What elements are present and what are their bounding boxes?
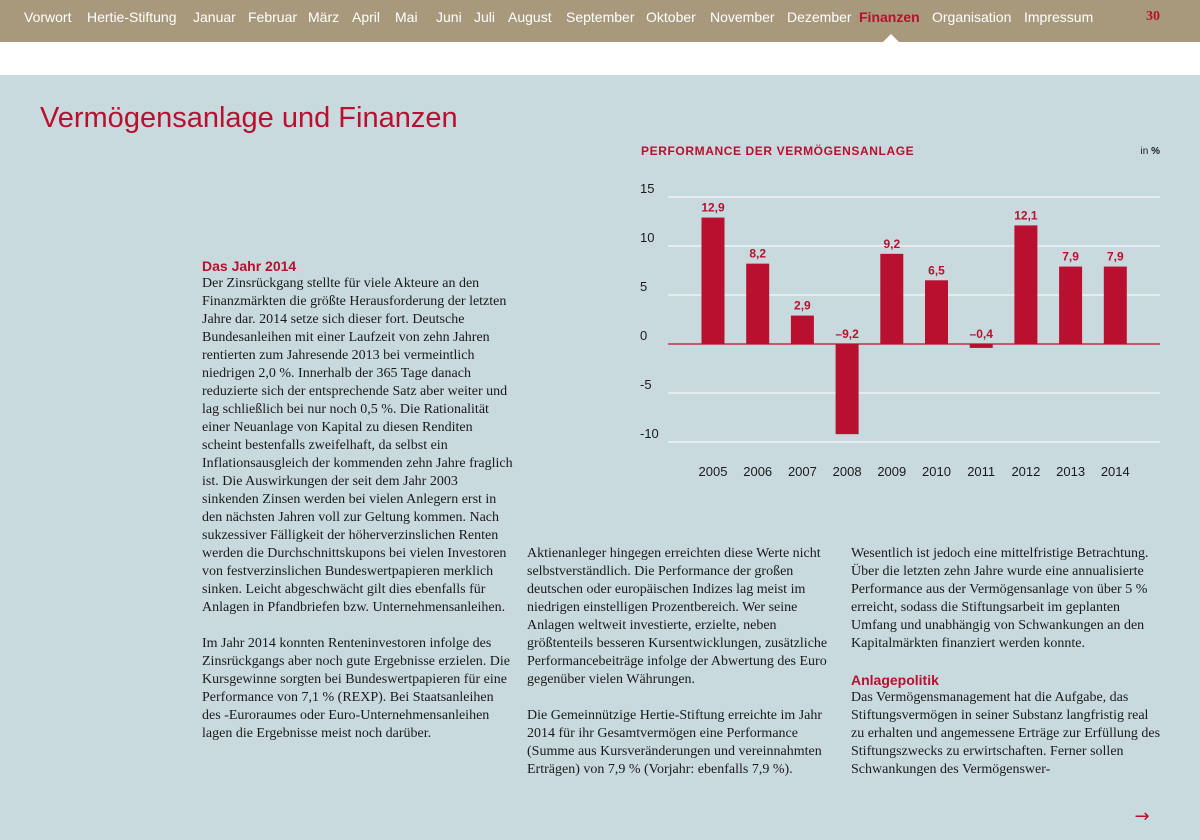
y-tick-label: 15 xyxy=(640,181,655,196)
col2-paragraph-2: Die Gemeinnützige Hertie-Stiftung erreichte im Jahr 2014 für ihr Gesamtvermögen eine Performance (Summe aus Kursveränderungen und vereinnahmten Erträgen) von 7,9 % (Vorjahr: ebenfalls 7,9 %). xyxy=(527,708,823,777)
x-tick-label: 2008 xyxy=(832,464,862,479)
nav-item-oktober[interactable]: Oktober xyxy=(646,9,696,25)
text-column-2 xyxy=(527,545,839,779)
bar-value-label: –0,4 xyxy=(969,327,993,341)
bar xyxy=(880,254,903,344)
nav-item-vorwort[interactable]: Vorwort xyxy=(24,9,72,25)
x-tick-label: 2006 xyxy=(743,464,773,479)
nav-item-februar[interactable]: Februar xyxy=(248,9,298,25)
section-heading-anlagepolitik: Anlagepolitik xyxy=(851,672,939,688)
top-navigation xyxy=(0,0,1200,42)
bar-value-label: 12,1 xyxy=(1014,208,1038,223)
section-heading-jahr-2014: Das Jahr 2014 xyxy=(202,258,297,274)
arrow-right-icon[interactable]: → xyxy=(1134,806,1150,827)
col3-paragraph-1: Wesentlich ist jedoch eine mittelfristige Betrachtung. Über die letzten zehn Jahre wurde eine annualisierte Performance aus der Vermögensanlage von über 5 % erreicht, sodass die Stiftungsarbeit im geplanten Umfang und unabhängig von Schwankungen an den Kapitalmärkten finanziert werden konnte. xyxy=(851,546,1149,651)
nav-item-finanzen[interactable]: Finanzen xyxy=(859,9,920,25)
nav-item-organisation[interactable]: Organisation xyxy=(932,9,1012,25)
nav-item-mai[interactable]: Mai xyxy=(395,9,418,25)
col2-paragraph-1: Aktienanleger hingegen erreichten diese Werte nicht selbstverständlich. Die Performance der großen deutschen oder europäischen Indizes lag meist im niedrigen einstelligen Prozentbereich. Wer seine Anlagen weltweit investierte, erzielte, neben größtenteils besseren Kursentwicklungen, zusätzliche Performancebeiträge infolge der Abwertung des Euro gegenüber vielen Währungen. xyxy=(527,546,828,687)
y-tick-label: -5 xyxy=(640,377,652,392)
bar xyxy=(836,344,859,434)
paragraph-spacer xyxy=(851,653,1163,671)
bar-value-label: 7,9 xyxy=(1062,249,1079,264)
nav-items xyxy=(0,0,1120,42)
bar xyxy=(791,316,814,344)
nav-item-juni[interactable]: Juni xyxy=(436,9,462,25)
nav-item-hertie-stiftung[interactable]: Hertie-Stiftung xyxy=(87,9,177,25)
bar xyxy=(925,280,948,344)
bar xyxy=(1014,225,1037,344)
col1-paragraph-2: Im Jahr 2014 konnten Renteninvestoren infolge des Zinsrückgangs aber noch gute Ergebnisse erzielen. Die Kursgewinne sorgten bei Bundeswertpapieren für eine Performance von 7,1 % (REXP). Bei Staatsanleihen des -Euroraumes oder Euro-Unternehmensanleihen lagen die Ergebnisse meist noch darüber. xyxy=(202,636,511,741)
page-title: Vermögensanlage und Finanzen xyxy=(40,102,458,134)
nav-item-juli[interactable]: Juli xyxy=(474,9,496,25)
chart-title: PERFORMANCE DER VERMÖGENSANLAGE xyxy=(641,144,915,158)
bar xyxy=(746,264,769,344)
bar-value-label: –9,2 xyxy=(835,327,859,341)
x-tick-label: 2010 xyxy=(922,464,951,479)
text-column-3 xyxy=(851,545,1163,779)
chart-unit xyxy=(1141,146,1160,157)
text-column-1 xyxy=(202,257,514,743)
nav-item-april[interactable]: April xyxy=(352,9,381,25)
x-tick-label: 2013 xyxy=(1056,464,1086,479)
paragraph-spacer xyxy=(527,689,839,707)
chart-unit-prefix: in xyxy=(1140,146,1149,157)
nav-item-maerz[interactable]: März xyxy=(308,9,340,25)
performance-bar-chart xyxy=(620,180,1180,490)
active-nav-pointer xyxy=(883,34,899,42)
chart-unit-symbol: % xyxy=(1151,146,1160,157)
header-white-bar xyxy=(0,42,1200,75)
x-tick-label: 2011 xyxy=(967,464,996,479)
col3-paragraph-2: Das Vermögensmanagement hat die Aufgabe, das Stiftungsvermögen in seiner Substanz langfristig real zu erhalten und angemessene Erträge zur Erfüllung des Stiftungszwecks zu erwirtschaften. Ferner sollen Schwankungen des Vermögenswer- xyxy=(851,690,1161,777)
bar-value-label: 7,9 xyxy=(1106,249,1124,264)
col1-paragraph-1: Der Zinsrückgang stellte für viele Akteure an den Finanzmärkten die größte Herausforderung der letzten Jahre dar. 2014 setze sich dieser fort. Deutsche Bundesanleihen mit einer Laufzeit von zehn Jahren rentierten zum Jahresende 2013 bei vermeintlich niedrigen 2,0 %. Innerhalb der 365 Tage danach reduzierte sich der entsprechende Satz aber weiter und lag schließlich bei nur noch 0,5 %. Die Rationalität einer Neuanlage von Kapital zu diesen Renditen scheint bestenfalls zweifelhaft, da selbst ein Inflationsausgleich der kommenden zehn Jahre fraglich ist. Die Auswirkungen der seit dem Jahr 2003 sinkenden Zinsen werden bei vielen Anlegern erst in den nächsten Jahren voll zur Geltung kommen. Nach sukzessiver Fälligkeit der höherverzinslichen Renten werden die Durchschnittskupons bei vielen Investoren von festverzinslichen Bundeswertpapieren merklich sinken. Leicht abgeschwächt gilt dies ebenfalls für Anlagen in Pfandbriefen bzw. Unternehmensanleihen. xyxy=(202,276,513,615)
nav-item-november[interactable]: November xyxy=(710,9,775,25)
y-tick-label: 0 xyxy=(640,328,648,343)
y-tick-label: -10 xyxy=(640,426,659,441)
x-tick-label: 2014 xyxy=(1100,464,1130,479)
bar-value-label: 9,2 xyxy=(883,236,901,251)
x-tick-label: 2009 xyxy=(877,464,907,479)
bar-value-label: 12,9 xyxy=(701,200,725,215)
bar xyxy=(1104,267,1127,344)
bar-value-label: 8,2 xyxy=(749,246,767,261)
nav-item-dezember[interactable]: Dezember xyxy=(787,9,852,25)
x-tick-label: 2007 xyxy=(787,464,817,479)
paragraph-spacer xyxy=(202,617,514,635)
bar-value-label: 6,5 xyxy=(928,263,945,278)
nav-item-september[interactable]: September xyxy=(566,9,635,25)
nav-item-august[interactable]: August xyxy=(508,9,552,25)
page-number: 30 xyxy=(1146,9,1160,24)
x-tick-label: 2012 xyxy=(1011,464,1041,479)
bar xyxy=(1059,267,1082,344)
y-tick-label: 10 xyxy=(640,230,655,245)
nav-item-impressum[interactable]: Impressum xyxy=(1024,9,1094,25)
nav-item-januar[interactable]: Januar xyxy=(193,9,236,25)
bar-value-label: 2,9 xyxy=(794,298,811,313)
y-tick-label: 5 xyxy=(640,279,648,294)
x-tick-label: 2005 xyxy=(698,464,728,479)
bar xyxy=(702,218,725,344)
